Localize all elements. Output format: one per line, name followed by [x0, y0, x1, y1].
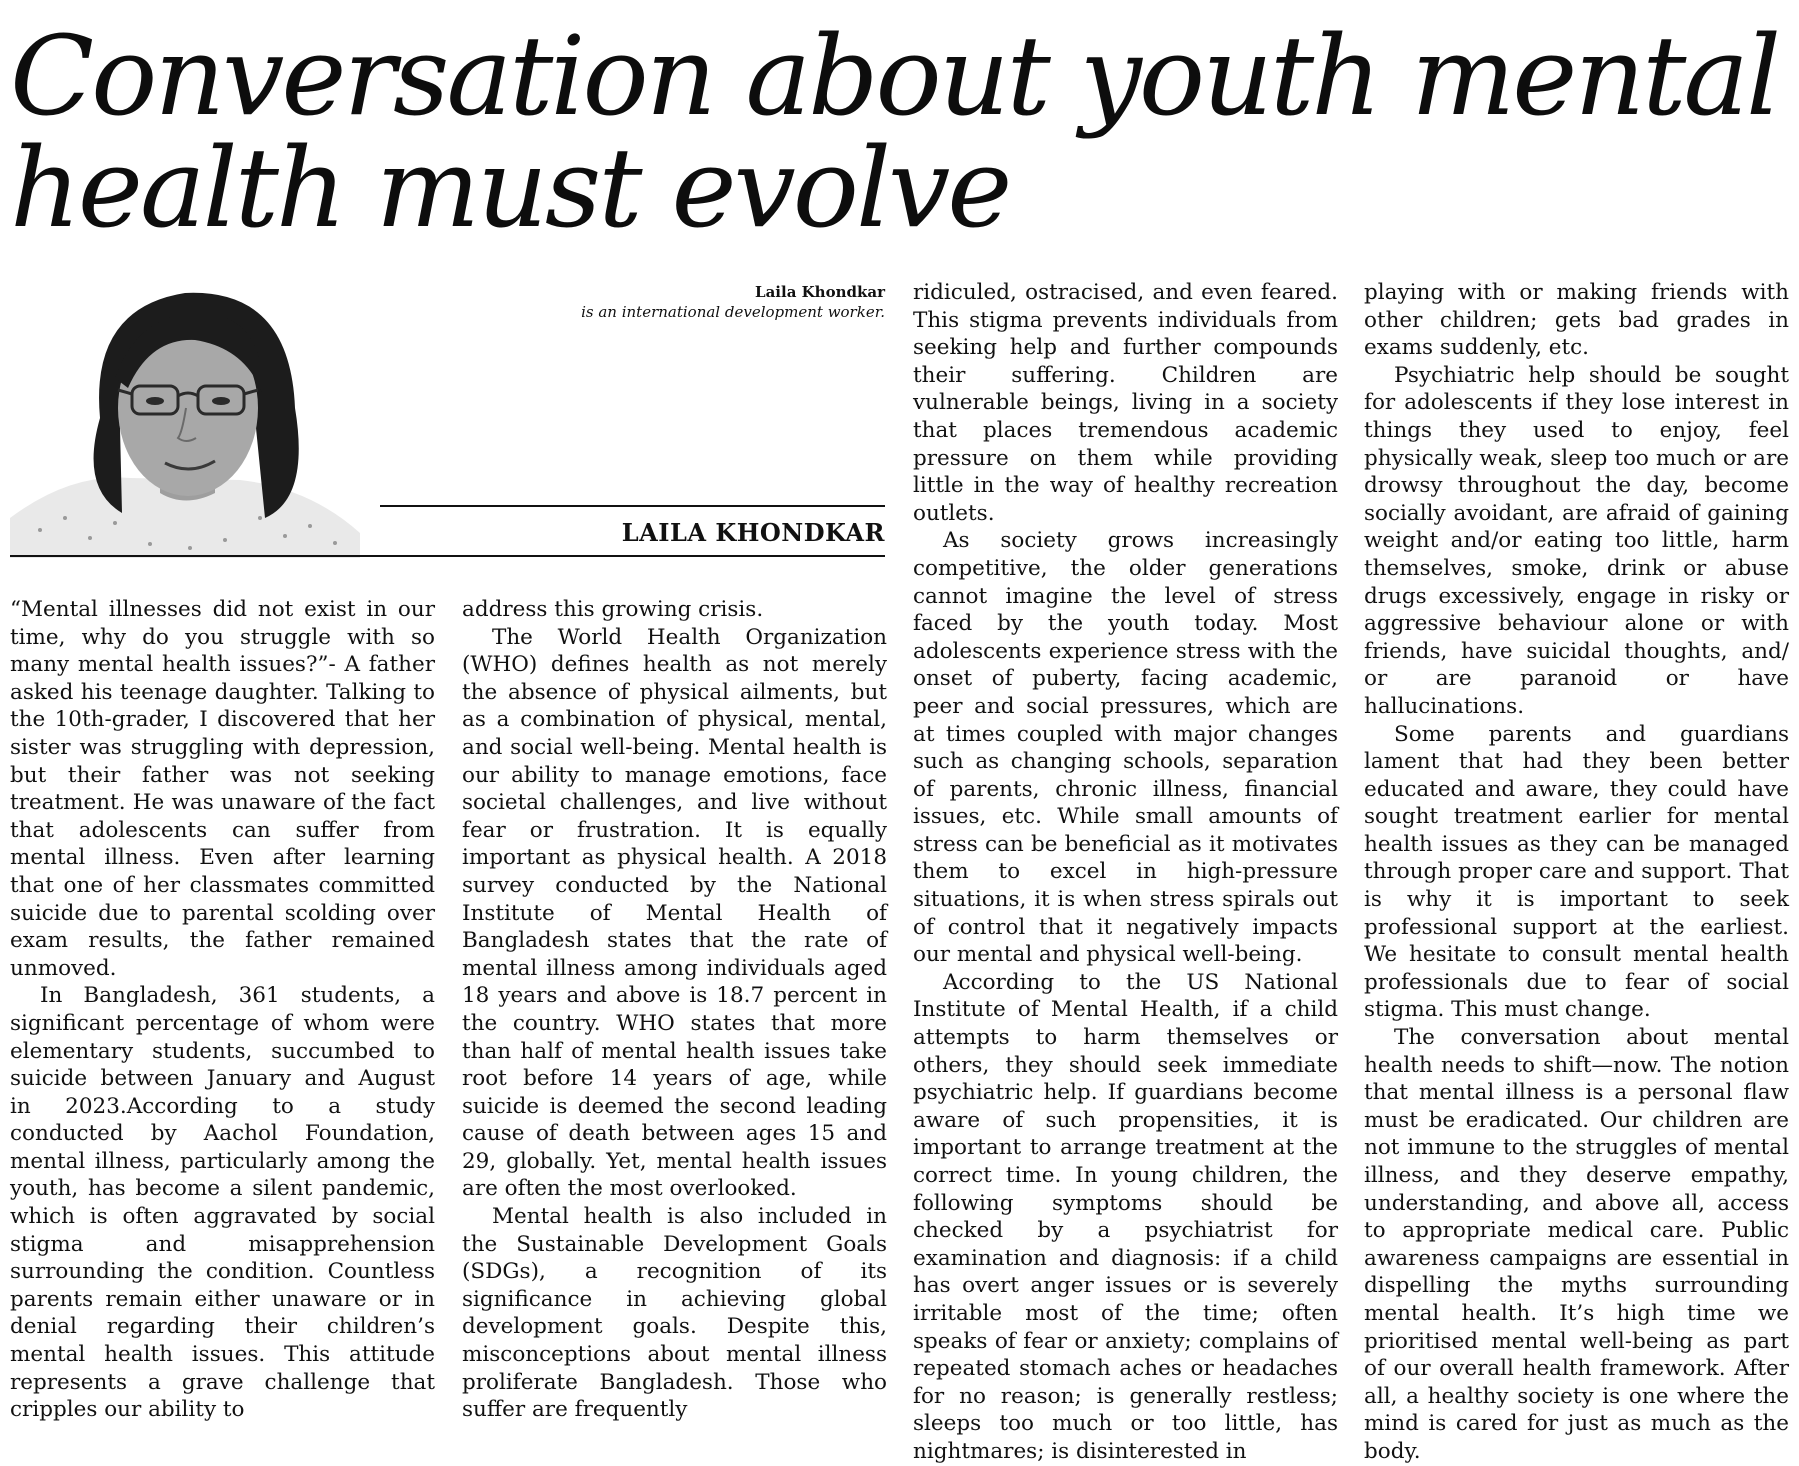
author-name-caps: LAILA KHONDKAR [621, 518, 885, 547]
paragraph: The World Health Organization (WHO) defines health as not merely the absence of physical ailments, but as a combination of physical, mental, and social well-being. Mental health is our ability to manage emotions, face societal challenges, and live without fear or frustration. It is equally important as physical health. A 2018 survey conducted by the National Institute of Mental Health of Bangladesh states that the rate of mental illness among individuals aged 18 years and above is 18.7 percent in the country. WHO states that more than half of mental health issues take root before 14 years of age, while suicide is deemed the second leading cause of death between ages 15 and 29, globally. Yet, mental health issues are often the most overlooked. [462, 624, 887, 1202]
paragraph: In Bangladesh, 361 students, a significant percentage of whom were elementary students, succumbed to suicide between January and August in 2023.According to a study conducted by Aachol Foundation, mental illness, particularly among the youth, has become a silent pandemic, which is often aggravated by social stigma and misapprehension surrounding the condition. Countless parents remain either unaware or in denial regarding their children’s mental health issues. This attitude represents a grave challenge that cripples our ability to [10, 983, 435, 1423]
column-4 [1364, 279, 1789, 1466]
paragraph: The conversation about mental health needs to shift—now. The notion that mental illness is a personal flaw must be eradicated. Our children are not immune to the struggles of mental illness, and they deserve empathy, understanding, and above all, access to appropriate medical care. Public awareness campaigns are essential in dispelling the myths surrounding mental health. It’s high time we prioritised mental well-being as part of our overall health framework. After all, a healthy society is one where the mind is cared for just as much as the body. [1364, 1025, 1789, 1464]
column-3 [913, 279, 1338, 1466]
byline-name: Laila Khondkar [755, 283, 885, 301]
headline: Conversation about youth mental health must evolve [10, 12, 1779, 252]
byline-description: is an international development worker. [581, 303, 885, 321]
paragraph: Some parents and guardians lament that had they been better educated and aware, they could have sought treatment earlier for mental health issues as they can be managed through proper care and support. That is why it is important to seek professional support at the earliest. We hesitate to consult mental health professionals due to fear of social stigma. This must change. [1364, 721, 1789, 1023]
paragraph: According to the US National Institute of Mental Health, if a child attempts to harm themselves or others, they should seek immediate psychiatric help. If guardians become aware of such propensities, it is important to arrange treatment at the correct time. In young children, the following symptoms should be checked by a psychiatrist for examination and diagnosis: if a child has overt anger issues or is severely irritable most of the time; often speaks of fear or anxiety; complains of repeated stomach aches or headaches for no reason; is generally restless; sleeps too much or too little, has nightmares; is disinterested in [913, 969, 1338, 1464]
paragraph: As society grows increasingly competitive, the older generations cannot imagine the level of stress faced by the youth today. Most adolescents experience stress with the onset of puberty, facing academic, peer and social pressures, which are at times coupled with major changes such as changing schools, separation of parents, chronic illness, financial issues, etc. While small amounts of stress can be beneficial as it motivates them to excel in high-pressure situations, it is when stress spirals out of control that it negatively impacts our mental and physical well-being. [913, 528, 1338, 968]
column-2 [462, 596, 887, 1424]
byline [380, 282, 885, 322]
column-1 [10, 596, 435, 1424]
paragraph: playing with or making friends with other children; gets bad grades in exams suddenly, etc. [1364, 280, 1789, 361]
paragraph: Psychiatric help should be sought for adolescents if they lose interest in things they used to enjoy, feel physically weak, sleep too much or are drowsy throughout the day, become socially avoidant, are afraid of gaining weight and/or eating too little, harm themselves, smoke, drink or abuse drugs excessively, engage in risky or aggressive behaviour alone or with friends, have suicidal thoughts, and/ or are paranoid or have hallucinations. [1364, 362, 1789, 719]
author-rule-top [380, 505, 885, 507]
paragraph: Mental health is also included in the Sustainable Development Goals (SDGs), a recognition of its significance in achieving global development goals. Despite this, misconceptions about mental illness proliferate Bangladesh. Those who suffer are frequently [462, 1204, 887, 1423]
paragraph: address this growing crisis. [462, 597, 764, 622]
author-rule-bottom [10, 555, 885, 557]
paragraph: ridiculed, ostracised, and even feared. This stigma prevents individuals from seeking help and further compounds their suffering. Children are vulnerable beings, living in a society that places tremendous academic pressure on them while providing little in the way of healthy recreation outlets. [913, 280, 1338, 526]
author-photo [10, 268, 360, 558]
paragraph: “Mental illnesses did not exist in our time, why do you struggle with so many mental health issues?”- A father asked his teenage daughter. Talking to the 10th-grader, I discovered that her sister was struggling with depression, but their father was not seeking treatment. He was unaware of the fact that adolescents can suffer from mental illness. Even after learning that one of her classmates committed suicide due to parental scolding over exam results, the father remained unmoved. [10, 597, 435, 981]
author-portrait-illustration [10, 268, 360, 558]
